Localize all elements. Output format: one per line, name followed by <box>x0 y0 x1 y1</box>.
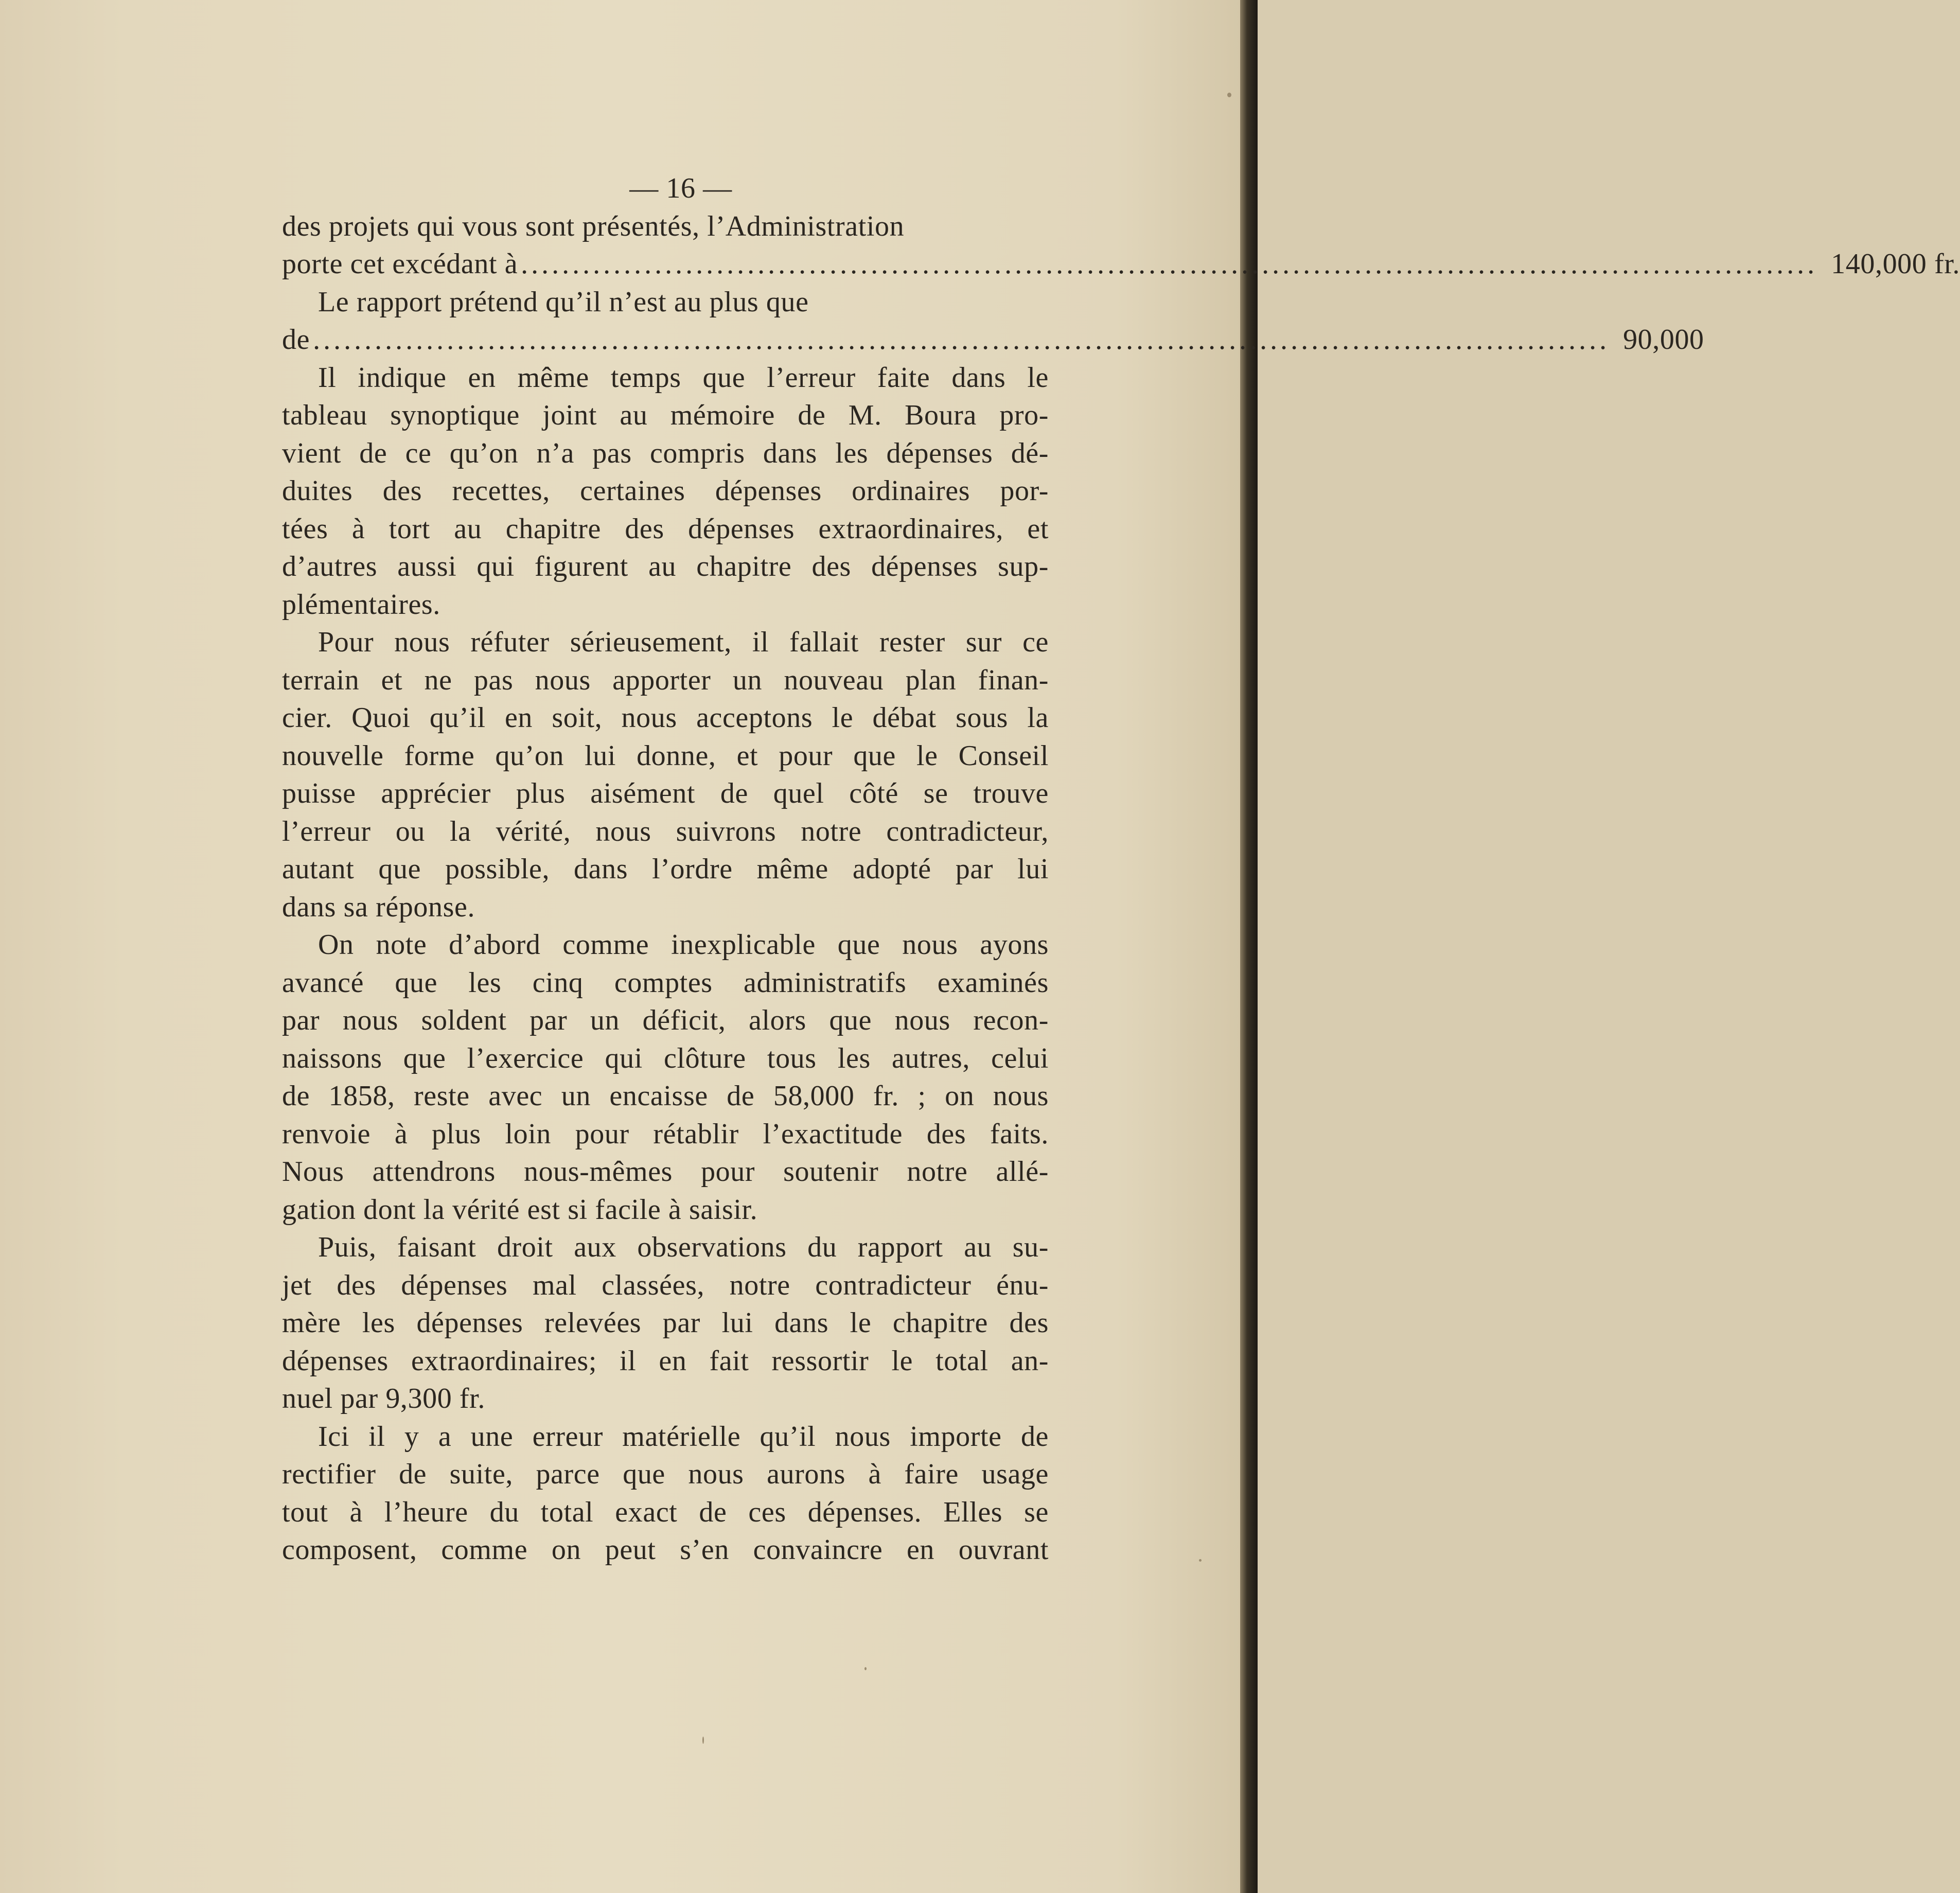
text-line: Le rapport prétend qu’il n’est au plus que <box>318 286 809 318</box>
leader-dots: .............................................................................................................................. <box>313 324 1610 356</box>
text-line: nouvelle forme qu’on lui donne, et pour que le Conseil <box>282 739 1049 772</box>
page-number: — 16 — <box>629 172 732 204</box>
paper-speck <box>1227 93 1231 97</box>
text-line: naissons que l’exercice qui clôture tous les autres, celui <box>282 1042 1049 1074</box>
text-line: composent, comme on peut s’en convaincre en ouvrant <box>282 1534 1049 1566</box>
text-line: par nous soldent par un déficit, alors que nous recon- <box>282 1004 1049 1036</box>
text-line: Nous attendrons nous-mêmes pour soutenir notre allé- <box>282 1156 1049 1188</box>
book-binding-edge <box>1240 0 1258 1893</box>
text-line: de 1858, reste avec un encaisse de 58,000 fr. ; on nous <box>282 1080 1049 1112</box>
text-line: Il indique en même temps que l’erreur faite dans le <box>318 361 1049 394</box>
text-line: mère les dépenses relevées par lui dans le chapitre des <box>282 1307 1049 1339</box>
text-line: d’autres aussi qui figurent au chapitre des dépenses sup- <box>282 551 1049 582</box>
text-line: rectifier de suite, parce que nous aurons à faire usage <box>282 1458 1049 1490</box>
text-line: avancé que les cinq comptes administratifs examinés <box>282 966 1049 999</box>
text-line: tées à tort au chapitre des dépenses extraordinaires, et <box>282 512 1049 545</box>
text-line: terrain et ne pas nous apporter un nouveau plan finan- <box>282 664 1049 696</box>
leader-text: de <box>282 324 310 356</box>
leader-line <box>282 245 1960 284</box>
leader-text: porte cet excédant à <box>282 248 518 280</box>
leader-dots: .............................................................................................................................. <box>521 248 1818 280</box>
text-line: gation dont la vérité est si facile à saisir. <box>282 1193 758 1226</box>
text-line: On note d’abord comme inexplicable que nous ayons <box>318 929 1049 961</box>
text-line: tableau synoptique joint au mémoire de M. Boura pro- <box>282 399 1049 431</box>
text-line: tout à l’heure du total exact de ces dépenses. Elles se <box>282 1496 1049 1528</box>
text-line: Pour nous réfuter sérieusement, il fallait rester sur ce <box>318 626 1049 658</box>
text-line: nuel par 9,300 fr. <box>282 1383 485 1414</box>
text-line: des projets qui vous sont présentés, l’Administration <box>282 210 905 242</box>
text-line: jet des dépenses mal classées, notre contradicteur énu- <box>282 1269 1049 1301</box>
paper-speck <box>702 1737 704 1744</box>
text-line: autant que possible, dans l’ordre même adopté par lui <box>282 853 1049 885</box>
text-line: l’erreur ou la vérité, nous suivrons notre contradicteur, <box>282 815 1049 847</box>
paper-speck <box>1199 1559 1202 1562</box>
text-line: duites des recettes, certaines dépenses ordinaires por- <box>282 475 1049 507</box>
amount-value: 90,000 <box>1623 324 1704 356</box>
text-line: puisse apprécier plus aisément de quel côté se trouve <box>282 777 1049 809</box>
amount-value: 140,000 fr. <box>1831 248 1960 280</box>
text-line: vient de ce qu’on n’a pas compris dans les dépenses dé- <box>282 437 1049 469</box>
text-line: renvoie à plus loin pour rétablir l’exactitude des faits. <box>282 1118 1049 1150</box>
leader-line <box>282 321 1704 359</box>
text-line: dépenses extraordinaires; il en fait ressortir le total an- <box>282 1344 1049 1377</box>
paper-speck <box>864 1667 867 1670</box>
text-line: cier. Quoi qu’il en soit, nous acceptons le débat sous la <box>282 702 1049 734</box>
body-text <box>282 208 1960 1569</box>
text-line: Ici il y a une erreur matérielle qu’il nous importe de <box>318 1420 1049 1453</box>
text-line: plémentaires. <box>282 588 440 621</box>
page-text <box>282 170 1960 1569</box>
text-line: Puis, faisant droit aux observations du rapport au su- <box>318 1231 1049 1263</box>
text-line: dans sa réponse. <box>282 891 475 923</box>
